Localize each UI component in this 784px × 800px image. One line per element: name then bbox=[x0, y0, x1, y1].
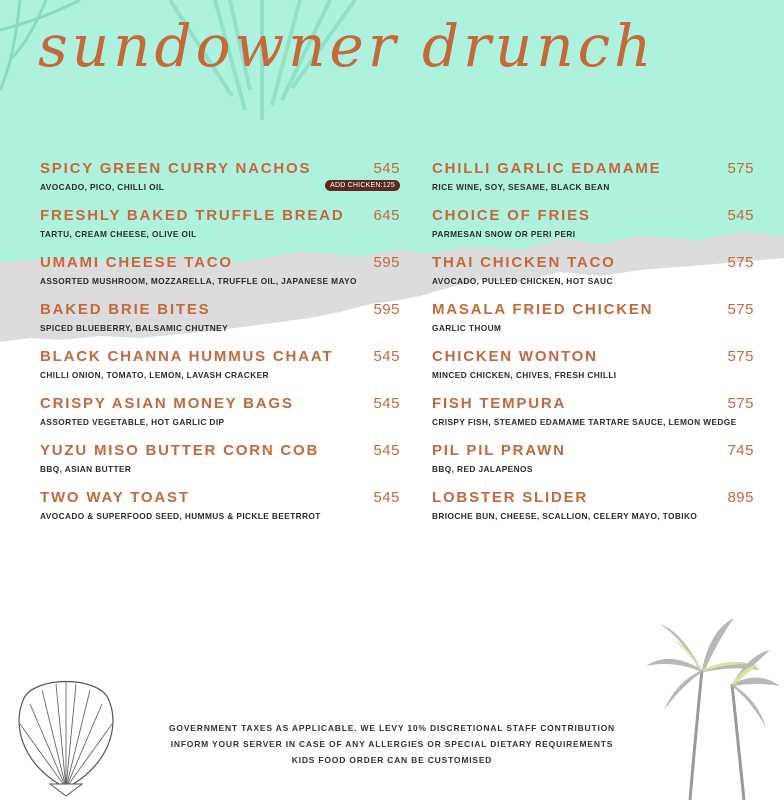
dish-price: 645 bbox=[373, 207, 400, 224]
dish-name: CHICKEN WONTON bbox=[432, 348, 598, 365]
dish-description: BBQ, RED JALAPENOS bbox=[432, 464, 533, 474]
dish-description: RICE WINE, SOY, SESAME, BLACK BEAN bbox=[432, 182, 610, 192]
dish-description: ASSORTED MUSHROOM, MOZZARELLA, TRUFFLE OIL, JAPANESE MAYO bbox=[40, 276, 357, 286]
dish-name: SPICY GREEN CURRY NACHOS bbox=[40, 160, 312, 177]
dish-description: PARMESAN SNOW OR PERI PERI bbox=[432, 229, 576, 239]
dish-price: 545 bbox=[373, 395, 400, 412]
menu-item bbox=[432, 160, 754, 207]
dish-name: FISH TEMPURA bbox=[432, 395, 567, 412]
menu-item bbox=[40, 254, 400, 301]
dish-name: LOBSTER SLIDER bbox=[432, 489, 589, 506]
dish-name: BAKED BRIE BITES bbox=[40, 301, 211, 318]
menu-item bbox=[40, 348, 400, 395]
add-chicken-badge: ADD CHICKEN:125 bbox=[325, 180, 400, 191]
menu-item bbox=[432, 348, 754, 395]
menu-footer-notes bbox=[0, 720, 784, 768]
dish-price: 895 bbox=[727, 489, 754, 506]
dish-name: CHILLI GARLIC EDAMAME bbox=[432, 160, 662, 177]
dish-name: BLACK CHANNA HUMMUS CHAAT bbox=[40, 348, 334, 365]
menu-item bbox=[432, 442, 754, 489]
right-menu-column bbox=[432, 160, 754, 536]
dish-price: 575 bbox=[727, 160, 754, 177]
menu-item bbox=[432, 207, 754, 254]
dish-description: GARLIC THOUM bbox=[432, 323, 502, 333]
dish-name: MASALA FRIED CHICKEN bbox=[432, 301, 654, 318]
menu-item bbox=[40, 301, 400, 348]
dish-description: AVOCADO, PULLED CHICKEN, HOT SAUC bbox=[432, 276, 613, 286]
dish-name: YUZU MISO BUTTER CORN COB bbox=[40, 442, 320, 459]
dish-price: 575 bbox=[727, 254, 754, 271]
dish-description: SPICED BLUEBERRY, BALSAMIC CHUTNEY bbox=[40, 323, 228, 333]
menu-item bbox=[40, 207, 400, 254]
dish-price: 595 bbox=[373, 254, 400, 271]
dish-price: 545 bbox=[373, 489, 400, 506]
dish-price: 745 bbox=[727, 442, 754, 459]
dish-price: 545 bbox=[373, 160, 400, 177]
dish-name: THAI CHICKEN TACO bbox=[432, 254, 616, 271]
dish-price: 575 bbox=[727, 301, 754, 318]
dish-name: CRISPY ASIAN MONEY BAGS bbox=[40, 395, 294, 412]
dish-name: UMAMI CHEESE TACO bbox=[40, 254, 233, 271]
menu-item bbox=[40, 395, 400, 442]
menu-item bbox=[432, 254, 754, 301]
menu-item bbox=[40, 442, 400, 489]
dish-description: BRIOCHE BUN, CHEESE, SCALLION, CELERY MAYO, TOBIKO bbox=[432, 511, 698, 521]
palm-trees-illustration bbox=[640, 610, 784, 800]
dish-price: 575 bbox=[727, 395, 754, 412]
menu-item bbox=[432, 301, 754, 348]
dish-price: 575 bbox=[727, 348, 754, 365]
menu-item bbox=[432, 489, 754, 536]
dish-description: ASSORTED VEGETABLE, HOT GARLIC DIP bbox=[40, 417, 225, 427]
footer-note: INFORM YOUR SERVER IN CASE OF ANY ALLERGIES OR SPECIAL DIETARY REQUIREMENTS bbox=[170, 739, 614, 749]
dish-description: TARTU, CREAM CHEESE, OLIVE OIL bbox=[40, 229, 197, 239]
dish-price: 545 bbox=[727, 207, 754, 224]
dish-description: CRISPY FISH, STEAMED EDAMAME TARTARE SAUCE, LEMON WEDGE bbox=[432, 417, 737, 427]
dish-description: AVOCADO & SUPERFOOD SEED, HUMMUS & PICKLE BEETRROT bbox=[40, 511, 321, 521]
dish-description: MINCED CHICKEN, CHIVES, FRESH CHILLI bbox=[432, 370, 617, 380]
menu-item bbox=[40, 489, 400, 536]
dish-description: BBQ, ASIAN BUTTER bbox=[40, 464, 132, 474]
dish-price: 545 bbox=[373, 348, 400, 365]
dish-name: CHOICE OF FRIES bbox=[432, 207, 591, 224]
footer-note: KIDS FOOD ORDER CAN BE CUSTOMISED bbox=[291, 755, 493, 765]
menu-item bbox=[432, 395, 754, 442]
dish-name: TWO WAY TOAST bbox=[40, 489, 190, 506]
dish-name: FRESHLY BAKED TRUFFLE BREAD bbox=[40, 207, 345, 224]
left-menu-column bbox=[40, 160, 400, 536]
dish-name: PIL PIL PRAWN bbox=[432, 442, 566, 459]
dish-description: CHILLI ONION, TOMATO, LEMON, LAVASH CRACKER bbox=[40, 370, 269, 380]
dish-description: AVOCADO, PICO, CHILLI OIL bbox=[40, 182, 165, 192]
menu-title: sundowner drunch bbox=[38, 12, 656, 80]
dish-price: 545 bbox=[373, 442, 400, 459]
footer-note: GOVERNMENT TAXES AS APPLICABLE. WE LEVY 10% DISCRETIONAL STAFF CONTRIBUTION bbox=[169, 723, 615, 733]
dish-price: 595 bbox=[373, 301, 400, 318]
menu-item bbox=[40, 160, 400, 207]
